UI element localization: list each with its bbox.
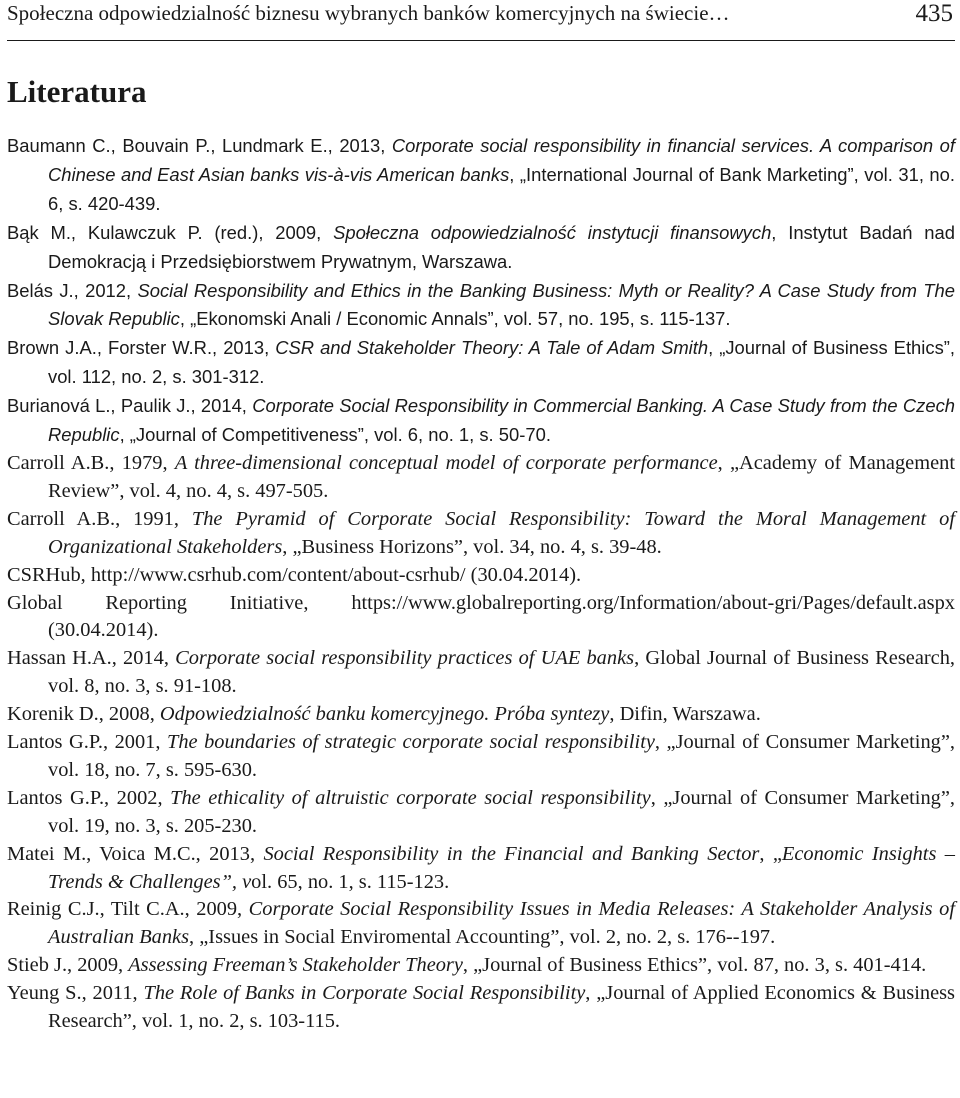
reference-item	[7, 562, 955, 590]
reference-title-italic: Corporate Social Responsibility in Commercial Banking. A Case Study from the Czech Republic	[48, 395, 955, 446]
running-title: Społeczna odpowiedzialność biznesu wybranych banków komercyjnych na świecie…	[7, 1, 730, 25]
reference-text: Yeung S., 2011,	[7, 982, 144, 1005]
page-number: 435	[915, 0, 953, 27]
reference-text: , „Ekonomski Anali / Economic Annals”, vol. 57, no. 195, s. 115-137.	[179, 308, 731, 330]
document-page	[7, 0, 955, 1036]
reference-text: Stieb J., 2009,	[7, 954, 129, 977]
reference-text: , „Business Horizons”, vol. 34, no. 4, s. 39-48.	[282, 535, 662, 558]
reference-title-italic: Assessing Freeman’s Stakeholder Theory	[128, 954, 463, 977]
reference-text: Lantos G.P., 2001,	[7, 731, 167, 754]
reference-item	[7, 392, 955, 450]
reference-item	[7, 506, 955, 562]
reference-title-italic: The Role of Banks in Corporate Social Responsibility	[143, 982, 586, 1005]
running-header	[7, 0, 955, 41]
reference-text: , „Journal of Business Ethics”, vol. 87, no. 3, s. 401-414.	[462, 954, 927, 977]
reference-text: , „Journal of Business Ethics”, vol. 112, no. 2, s. 301-312.	[48, 337, 955, 388]
reference-text: , „Issues in Social Enviromental Accounting”, vol. 2, no. 2, s. 176--197.	[189, 926, 776, 949]
reference-item	[7, 450, 955, 506]
reference-item	[7, 132, 955, 219]
reference-text: Carroll A.B., 1991,	[7, 507, 192, 530]
reference-text: , Instytut Badań nad Demokracją i Przedsiębiorstwem Prywatnym, Warszawa.	[48, 221, 955, 272]
reference-text: Bąk M., Kulawczuk P. (red.), 2009,	[7, 221, 334, 243]
reference-title-italic: Social Responsibility and Ethics in the Banking Business: Myth or Reality? A Case Study from The Slovak Republic	[48, 279, 955, 330]
reference-text: , „	[759, 842, 782, 865]
reference-text: Brown J.A., Forster W.R., 2013,	[7, 337, 276, 359]
reference-list	[7, 132, 955, 1036]
reference-text: Lantos G.P., 2002,	[7, 786, 171, 809]
reference-title-italic: The boundaries of strategic corporate social responsibility	[166, 731, 655, 754]
reference-title-italic: A three-dimensional conceptual model of corporate performance	[174, 451, 718, 474]
reference-text: Global Reporting Initiative, https://www.globalreporting.org/Information/about-gri/Pages/default.aspx (30.04.2014).	[7, 591, 955, 642]
reference-title-italic: Corporate social responsibility in financial services. A comparison of Chinese and East Asian banks vis-à-vis American banks	[48, 135, 956, 185]
reference-item	[7, 277, 955, 335]
reference-item	[7, 590, 955, 646]
reference-text: , „International Journal of Bank Marketing”, vol. 31, no. 6, s. 420-439.	[48, 163, 955, 214]
reference-text: , „Journal of Competitiveness”, vol. 6, no. 1, s. 50-70.	[119, 424, 551, 446]
reference-text: ol. 65, no. 1, s. 115-123.	[251, 870, 450, 893]
reference-item	[7, 841, 955, 897]
reference-text: Burianová L., Paulik J., 2014,	[7, 395, 253, 417]
reference-title-italic: CSR and Stakeholder Theory: A Tale of Adam Smith	[275, 337, 709, 359]
reference-text: Reinig C.J., Tilt C.A., 2009,	[7, 898, 249, 921]
reference-text: , Global Journal of Business Research, vol. 8, no. 3, s. 91-108.	[48, 647, 955, 698]
reference-text: Carroll A.B., 1979,	[7, 451, 175, 474]
reference-title-italic: The ethicality of altruistic corporate social responsibility	[170, 786, 651, 809]
reference-item	[7, 952, 955, 980]
reference-title-italic: Social Responsibility in the Financial and Banking Sector	[263, 842, 760, 865]
reference-title-italic: Corporate social responsibility practices of UAE banks	[175, 647, 635, 670]
reference-item	[7, 645, 955, 701]
reference-text: , „Journal of Consumer Marketing”, vol. 19, no. 3, s. 205-230.	[48, 786, 955, 837]
reference-title-italic: The Pyramid of Corporate Social Responsibility: Toward the Moral Management of Organizational Stakeholders	[48, 507, 955, 558]
reference-item	[7, 219, 955, 277]
reference-title-italic: Społeczna odpowiedzialność instytucji finansowych	[333, 221, 772, 243]
reference-text: Belás J., 2012,	[7, 279, 138, 301]
reference-text: Matei M., Voica M.C., 2013,	[7, 842, 264, 865]
reference-title-italic: Economic Insights – Trends & Challenges”, v	[48, 842, 955, 893]
reference-text: Baumann C., Bouvain P., Lundmark E., 2013,	[7, 135, 392, 156]
reference-item	[7, 785, 955, 841]
reference-text: , Difin, Warszawa.	[609, 703, 761, 726]
reference-item	[7, 980, 955, 1036]
reference-text: , „Academy of Management Review”, vol. 4, no. 4, s. 497-505.	[48, 451, 956, 502]
reference-text: , „Journal of Consumer Marketing”, vol. 18, no. 7, s. 595-630.	[48, 731, 955, 781]
reference-text: Hassan H.A., 2014,	[7, 647, 176, 670]
reference-title-italic: Corporate Social Responsibility Issues in Media Releases: A Stakeholder Analysis of Australian Banks	[48, 898, 955, 949]
reference-text: CSRHub, http://www.csrhub.com/content/about-csrhub/ (30.04.2014).	[7, 563, 582, 586]
reference-item	[7, 334, 955, 392]
reference-item	[7, 701, 955, 729]
reference-title-italic: Odpowiedzialność banku komercyjnego. Próba syntezy	[159, 703, 610, 726]
reference-text: Korenik D., 2008,	[7, 703, 160, 726]
reference-item	[7, 729, 955, 785]
section-title: Literatura	[7, 74, 147, 109]
reference-item	[7, 896, 955, 952]
reference-text: , „Journal of Applied Economics & Business Research”, vol. 1, no. 2, s. 103-115.	[48, 982, 955, 1033]
